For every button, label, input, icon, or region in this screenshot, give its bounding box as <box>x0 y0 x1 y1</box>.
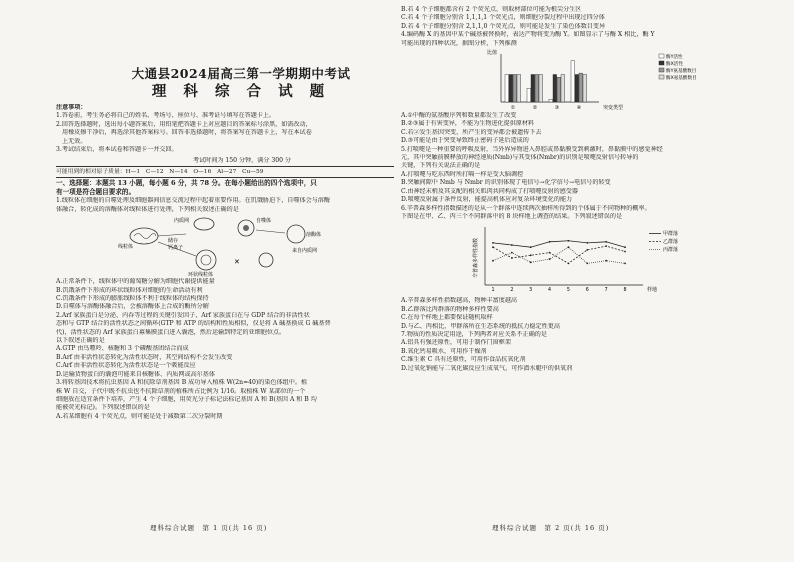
data-point <box>492 242 494 244</box>
bar <box>531 75 535 103</box>
q3-option: D.若 4 个子细胞分别含 2,1,1,0 个荧光点，则可能是发生了染色体数目变异 <box>401 22 606 30</box>
page-footer-left: 理科综合试题 第 1 页(共 16 页) <box>150 524 268 532</box>
bar <box>509 75 513 103</box>
x-tick-label: 8 <box>623 288 627 294</box>
data-point <box>530 247 532 249</box>
legend-entry: 酶X活性 <box>666 62 683 68</box>
fig-label: 来自内质网 <box>292 248 318 255</box>
q2-stem: 2.Arf 家族蛋白是分泌、内吞等过程的关键引发因子，Arf 家族蛋白在与 GDP 结合的非活性状 <box>56 311 310 319</box>
data-point <box>605 260 607 262</box>
q3-stem: 能被荧光标记)。下列叙述错误的是 <box>56 404 150 412</box>
data-point <box>568 240 570 242</box>
q4-option: C.若②发生基因突变，所产生的变异都会被遗传下去 <box>401 128 542 136</box>
x-tick-label: 5 <box>566 288 570 294</box>
bar <box>571 61 575 102</box>
q2-option: C.Arf 由非活性状态转化为活性状态是一个吸能反应 <box>56 362 196 370</box>
exam-time: 考试时间为 150 分钟，满分 300 分 <box>192 157 292 165</box>
svg-text:✕: ✕ <box>234 258 240 267</box>
bar <box>579 73 583 102</box>
q4-stem: 可能出现的四种状况，据图分析，下列推测 <box>401 39 517 47</box>
x-tick-label: 6 <box>585 288 589 294</box>
q1-option: A.正常条件下，线粒体中的葡萄糖分解为细胞代谢提供能量 <box>56 278 215 286</box>
q3-stem: 细胞放在适宜条件下培养，产生 4 个子细胞，用荧光分子标记法标记基因 A 和 B(基因 A 和 B 均 <box>56 395 317 403</box>
q6-stem: 下图是在甲、乙、丙三个不同群落中的 8 块样地上调查的结果。下列叙述错误的是 <box>401 212 623 220</box>
data-point <box>624 247 626 249</box>
fig-label: 内质网 <box>174 218 190 225</box>
data-point <box>492 260 494 262</box>
data-point <box>492 247 494 249</box>
q4-option: A.①中酶的氨基酸序列和数量都发生了改变 <box>401 112 517 120</box>
q3-stem: 株 W 自交，子代中既不抗虫也不抗除草剂的植株所占比例为 1/16。取植株 W 某部位的一个 <box>56 387 306 395</box>
left-column-questions <box>56 168 428 421</box>
q2-option: B.Arf 由非活性状态转化为活性状态时，其空间结构不会发生改变 <box>56 353 233 361</box>
section-heading: 有一项是符合题目要求的。 <box>56 188 136 197</box>
bar <box>513 75 517 103</box>
q1-option: B.饥饿条件下形成的环状线粒体对细胞的生命活动有利 <box>56 286 203 294</box>
exam-subtitle: 理 科 综 合 试 题 <box>151 83 331 100</box>
data-point <box>605 241 607 243</box>
data-point <box>568 263 570 265</box>
q6-option: D.与乙、丙相比，甲群落所在生态系统的抵抗力稳定性更高 <box>401 322 560 330</box>
q4-stem: 4.编码酶 X 的基因中某个碱基被替换时，表达产物将变为酶 Y。如图显示了与酶 X 相比，酶 Y <box>401 31 655 39</box>
note-line: 用橡皮擦干净后，再选涂其他答案标号。回答非选择题时，将答案写在答题卡上，写在本试卷 <box>62 129 312 137</box>
q2-stem: 以下叙述正确的是 <box>56 337 105 345</box>
x-tick-label: 7 <box>604 288 608 294</box>
x-tick-label: 4 <box>548 288 552 294</box>
data-point <box>530 262 532 264</box>
section-heading: 一、选择题：本题共 13 小题，每小题 6 分，共 78 分。在每小题给出的四个选项中，只 <box>56 179 317 188</box>
lysosome-shape <box>287 225 305 243</box>
bar <box>583 75 587 103</box>
category-label: ① <box>510 105 516 112</box>
data-point <box>624 251 626 253</box>
bar <box>517 75 521 103</box>
q2-stem: 代)，活性状态的 Arf 家族蛋白募集膜蛋白进入囊泡，然后运输到特定的亚细胞位点。 <box>56 328 286 336</box>
note-line: 2.回答选择题时，选出每小题答案后，用铅笔把答题卡上对应题目的答案标号涂黑，如需改动， <box>56 120 312 128</box>
fig-label: 线粒体 <box>118 244 134 251</box>
bar <box>557 77 561 102</box>
data-point <box>530 255 532 257</box>
fig-label: 自噬体 <box>256 218 272 225</box>
bar <box>549 99 553 102</box>
data-point <box>624 263 626 265</box>
q5-option: C.由神经末梢及其支配的相关肌肉共同构成了打喷嚏反射的感受器 <box>401 187 579 195</box>
category-label: ④ <box>576 105 582 112</box>
fig-label: 环状线粒体 <box>188 272 214 279</box>
data-point <box>568 247 570 249</box>
legend-entry: 酶Y氨基酸数目 <box>666 69 697 75</box>
bar <box>535 75 539 103</box>
atomic-mass-line: 可能用到的相对原子质量：H—1 C—12 N—14 O—16 Al—27 Cu—59 <box>56 169 264 175</box>
legend-entry: 酶Y活性 <box>666 55 683 61</box>
fig-label: 溶酶体 <box>306 232 322 239</box>
q3-stem: 3.将转基因技术将抗虫基因 A 和抗除草剂基因 B 成功导入植株 W(2n=40)的染色体组中。植 <box>56 379 308 387</box>
q1-stem: 1.线粒体在细胞的自噬处理及细胞器间信息交流过程中起着重要作用。在饥饿胁迫下，自噬体会与溶酶 <box>56 197 330 205</box>
series-line <box>493 248 625 264</box>
q5-option: D.喷嚏反射属于条件反射，能提高机体应对复杂环境变化的能力 <box>401 196 573 204</box>
q4-option: D.③可能是由于突变导致终止密码子延后造成的 <box>401 137 529 145</box>
note-line: 上无效。 <box>62 137 87 145</box>
fig-label: 储存 <box>168 238 179 245</box>
q7-stem: 7.物质的性质决定用途，下列两者对应关系不正确的是 <box>401 330 547 338</box>
q7-option: C.维生素 C 具有还原性，可用作食品抗氧化剂 <box>401 356 526 364</box>
q6-option: A.辛普森多样性指数越高，物种丰富度越高 <box>401 297 518 305</box>
q5-option: B.突触间隙中 Nmb 与 Nmbr 的识别体现了电信号→化学信号→电信号的转变 <box>401 179 611 187</box>
bar <box>561 75 565 103</box>
q3-option: B.若 4 个子细胞都含有 2 个荧光点，则取材部位可能为根尖分生区 <box>401 6 582 13</box>
q5-stem: 关键，下列有关说法正确的是 <box>401 162 481 170</box>
q7-option: A.铝具有强还原性，可用于制作门窗框架 <box>401 339 511 347</box>
page-footer-right: 理科综合试题 第 2 页(共 16 页) <box>492 524 610 532</box>
q5-stem: 5.打喷嚏是一种重要的呼吸反射，当外界异物进入鼻腔或鼻黏膜受到刺激时，鼻黏膜中的感觉神经 <box>401 145 663 153</box>
q4-bar-chart <box>401 48 773 112</box>
q5-option: A.打喷嚏与吃东西时所打嗝一样是受大脑调控 <box>401 170 524 178</box>
data-point <box>511 257 513 259</box>
q2-option: D.运输货物蛋白的囊泡可能来自核糖体、内质网或高尔基体 <box>56 370 215 378</box>
bar <box>539 75 543 103</box>
q7-option: B.氧化钙易吸水，可用作干燥剂 <box>401 347 487 355</box>
y-axis-label: 比值 <box>486 50 497 57</box>
q4-option: B.②③属于有害变异，不能为生物进化提供原材料 <box>401 120 535 128</box>
data-point <box>549 252 551 254</box>
q1-stem: 体融合，转化成的溶酶体对线粒体进行处理，下列相关叙述正确的是 <box>56 205 239 213</box>
data-point <box>511 252 513 254</box>
legend-entry: 甲群落 <box>663 231 679 238</box>
category-label: ② <box>532 105 538 112</box>
x-tick-label: 1 <box>491 288 495 294</box>
legend-entry: 乙群落 <box>663 239 679 246</box>
left-column <box>56 104 428 169</box>
data-point <box>549 241 551 243</box>
note-line: 3.考试结束后，将本试卷和答题卡一并交回。 <box>56 146 178 154</box>
y-axis-label: 辛普森多样性指数 <box>473 238 479 279</box>
q3-option: A.若某细胞有 4 个荧光点，则可能是处于减数第二次分裂时期 <box>56 412 223 420</box>
bar <box>575 75 579 103</box>
data-point <box>549 258 551 260</box>
category-label: ③ <box>554 105 560 112</box>
x-tick-label: 3 <box>529 288 533 294</box>
legend-entry: 酶X氨基酸数目 <box>666 76 697 82</box>
er-shape <box>194 218 214 230</box>
q1-mitochondria-diagram <box>56 214 394 278</box>
q2-option: A.GTP 由鸟嘌呤、核糖和 3 个磷酸基团结合而成 <box>56 345 189 353</box>
legend-swatch <box>659 68 664 72</box>
bar <box>527 88 531 102</box>
data-point <box>586 249 588 251</box>
divider <box>56 177 394 178</box>
data-point <box>511 244 513 246</box>
data-point <box>586 242 588 244</box>
data-point <box>586 263 588 265</box>
q6-option: C.在每个样地上都要保证随机取样 <box>401 314 493 322</box>
q6-line-chart <box>401 221 773 297</box>
x-axis-label: 样地 <box>647 287 658 294</box>
legend-entry: 丙群落 <box>663 247 679 254</box>
data-point <box>605 246 607 248</box>
ring-mitochondrion-shape <box>196 250 216 270</box>
x-tick-label: 2 <box>510 288 514 294</box>
q1-option: D.自噬体与溶酶体融合后，会被溶酶体上合成的酶所分解 <box>56 303 209 311</box>
bar <box>553 75 557 103</box>
fig-label: 钙离子 <box>168 245 184 252</box>
legend-swatch <box>659 54 664 58</box>
legend-swatch <box>659 75 664 79</box>
q6-stem: 6.辛普森多样性指数描述的是从一个群落中连续两次抽样所得到的个体属于不同物种的概率。 <box>401 204 651 212</box>
right-column <box>401 6 773 373</box>
divider <box>56 166 394 167</box>
bar <box>505 75 509 103</box>
q2-stem: 态和与 GTP 结合的活性状态之间循环(GTP 和 ATP 的结构和性质相似，仅是将 A 碱基换成 G 碱基替 <box>56 320 331 328</box>
q7-option: D.过氧化钠能与二氧化碳反应生成氧气，可作潜水艇中的供氧剂 <box>401 364 573 372</box>
exam-title: 大通县2024届高三第一学期期中考试 <box>131 66 351 81</box>
notes-heading: 注意事项： <box>56 104 87 111</box>
x-axis-label: 突变类型 <box>603 105 624 112</box>
legend-swatch <box>659 61 664 65</box>
q6-option: B.乙群落比丙群落的物种多样性要高 <box>401 305 499 313</box>
q3-option: C.若 4 个子细胞分别含 1,1,1,1 个荧光点，则细胞分裂过程中出现过四分体 <box>401 14 605 22</box>
q5-stem: 元，其中突触前膜释放的神经递质(Nmb)与其受体(Nmbr)的识别是喷嚏反射信号转导的 <box>401 154 639 162</box>
q1-option: C.饥饿条件下形成的膨胀线粒体不利于线粒体的结构保持 <box>56 295 209 303</box>
note-line: 1.答卷前，考生务必将自己的姓名、考场号、座位号、准考证号填写在答题卡上。 <box>56 112 276 120</box>
